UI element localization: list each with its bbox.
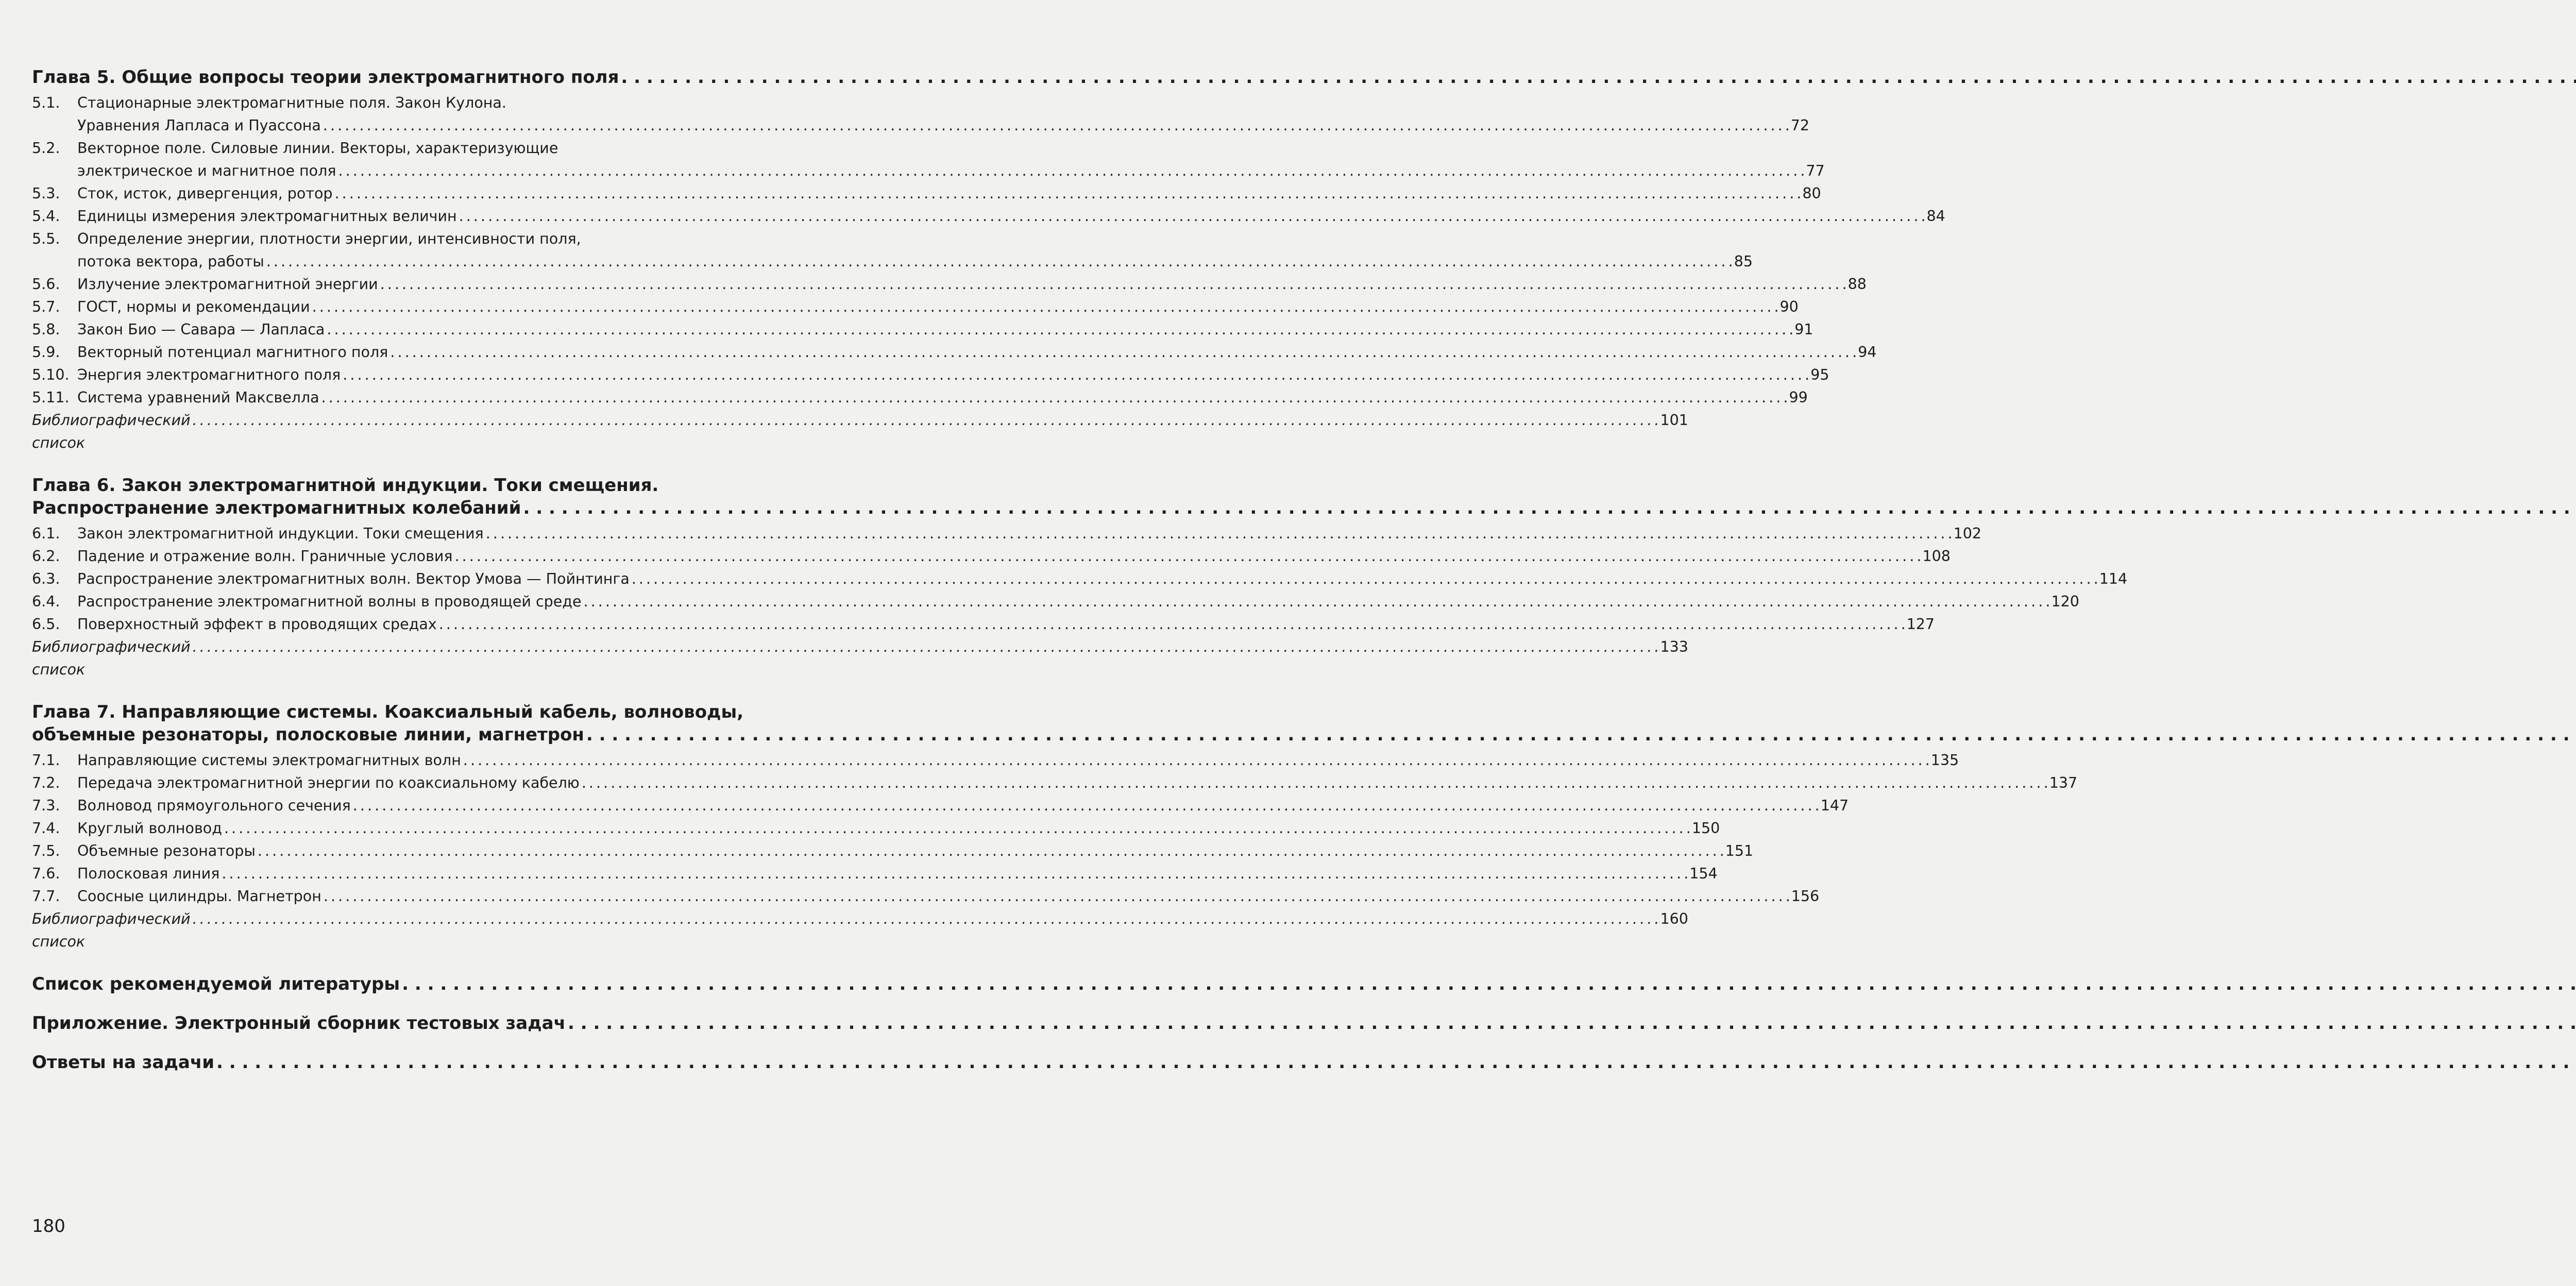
section-body [77, 341, 1877, 364]
dot-leader [523, 497, 2576, 519]
section-page: 90 [1780, 298, 1799, 315]
dot-leader [258, 840, 1723, 862]
section-number: 5.10. [32, 366, 70, 383]
table-of-contents [32, 66, 2128, 1074]
dot-leader [439, 613, 1905, 636]
spacer [32, 681, 728, 701]
section-title: Излучение электромагнитной энергии [77, 276, 378, 293]
bibliography-label: Библиографический список [32, 638, 191, 678]
section-number: 5.7. [32, 298, 60, 315]
dot-leader [323, 114, 1789, 137]
section-page: 99 [1789, 389, 1808, 406]
section-body [77, 590, 2079, 613]
section-line [77, 840, 1753, 862]
chapter-title-line [32, 66, 728, 89]
chapter-heading [32, 66, 728, 89]
section-body [77, 862, 1718, 885]
section-number: 7.5. [32, 842, 60, 859]
section-number: 7.4. [32, 820, 60, 837]
section-line [77, 772, 2077, 794]
section-body [77, 205, 1945, 228]
section-title: Векторное поле. Силовые линии. Векторы, характеризующие [77, 140, 558, 157]
section-line [77, 160, 1825, 182]
extra-heading [32, 973, 728, 995]
section-body [77, 228, 1753, 273]
section-number: 5.1. [32, 94, 60, 111]
dot-leader [390, 341, 1856, 364]
dot-leader [632, 568, 2097, 590]
section-title: Определение энергии, плотности энергии, интенсивности поля, [77, 230, 581, 247]
section-title: Распространение электромагнитной волны в проводящей среде [77, 593, 582, 610]
chapter-title: объемные резонаторы, полосковые линии, магнетрон [32, 724, 584, 745]
dot-leader [459, 205, 1925, 228]
section-number: 6.3. [32, 570, 60, 587]
section-title: Поверхностный эффект в проводящих средах [77, 616, 437, 633]
dot-leader [338, 160, 1804, 182]
section-page: 156 [1791, 888, 1820, 905]
section-page: 80 [1802, 185, 1821, 202]
dot-leader [402, 973, 2576, 995]
section-page: 120 [2051, 593, 2079, 610]
section-number: 5.6. [32, 276, 60, 293]
section-page: 88 [1848, 276, 1867, 293]
dot-leader [312, 296, 1778, 318]
section-body [77, 885, 1819, 908]
toc-entry [32, 228, 1753, 273]
section-page: 150 [1691, 820, 1720, 837]
section-line [77, 341, 1877, 364]
section-body [77, 613, 1935, 636]
toc-entry [32, 590, 2079, 613]
dot-leader [193, 409, 1658, 432]
section-title: Падение и отражение волн. Граничные условия [77, 548, 453, 565]
section-body [77, 273, 1867, 296]
section-line [77, 92, 1809, 114]
section-title: Векторный потенциал магнитного поля [77, 344, 388, 361]
dot-leader [321, 386, 1787, 409]
section-number: 7.3. [32, 797, 60, 814]
section-page: 147 [1820, 797, 1849, 814]
chapter-title: Глава 5. Общие вопросы теории электромагнитного поля [32, 67, 619, 88]
section-title: Сток, исток, дивергенция, ротор [77, 185, 333, 202]
dot-leader [380, 273, 1846, 296]
section-page: 137 [2049, 774, 2078, 791]
dot-leader [193, 636, 1658, 658]
toc-entry [32, 794, 1849, 817]
section-line [77, 205, 1945, 228]
section-page: 84 [1926, 208, 1945, 225]
chapter-title: Глава 6. Закон электромагнитной индукции. Токи смещения. [32, 475, 659, 496]
spacer [32, 454, 728, 474]
section-body [77, 749, 1959, 772]
section-title: Уравнения Лапласа и Пуассона [77, 117, 321, 134]
section-title: Распространение электромагнитных волн. Вектор Умова — Пойнтинга [77, 570, 630, 587]
bibliography-label: Библиографический список [32, 412, 191, 451]
toc-entry [32, 182, 1821, 205]
toc-entry [32, 273, 1867, 296]
section-line [77, 568, 2127, 590]
section-line [77, 885, 1819, 908]
dot-leader [216, 1051, 2576, 1074]
toc-entry [32, 840, 1754, 862]
section-page: 151 [1725, 842, 1754, 859]
spacer [32, 995, 728, 1012]
section-number: 6.5. [32, 616, 60, 633]
section-body [77, 817, 1720, 840]
section-line [77, 273, 1867, 296]
section-line [77, 590, 2079, 613]
section-page: 108 [1922, 548, 1951, 565]
section-title: Энергия электромагнитного поля [77, 366, 341, 383]
section-body [77, 568, 2127, 590]
section-title: Направляющие системы электромагнитных волн [77, 752, 461, 769]
section-line [77, 386, 1808, 409]
section-title: Круглый волновод [77, 820, 222, 837]
section-line [77, 114, 1809, 137]
section-number: 6.1. [32, 525, 60, 542]
section-number: 6.2. [32, 548, 60, 565]
dot-leader [222, 862, 1687, 885]
dot-leader [584, 590, 2049, 613]
section-number: 5.9. [32, 344, 60, 361]
dot-leader [343, 364, 1808, 386]
toc-entry [32, 817, 1720, 840]
section-line [77, 318, 1814, 341]
chapter-title-line [32, 723, 728, 746]
section-body [77, 794, 1849, 817]
section-page: 94 [1858, 344, 1877, 361]
toc-entry [32, 318, 1814, 341]
section-body [77, 386, 1808, 409]
section-line [77, 794, 1849, 817]
chapter-title: Распространение электромагнитных колебаний [32, 498, 521, 518]
toc-entry [32, 545, 1951, 568]
section-body [77, 318, 1814, 341]
extra-title: Приложение. Электронный сборник тестовых задач [32, 1013, 566, 1034]
toc-entry [32, 568, 2128, 590]
toc-entry [32, 613, 1935, 636]
chapter-heading [32, 474, 728, 519]
dot-leader [266, 250, 1732, 273]
dot-leader [621, 66, 2576, 89]
section-title: Передача электромагнитной энергии по коаксиальному кабелю [77, 774, 580, 791]
dot-leader [455, 545, 1921, 568]
section-number: 5.2. [32, 140, 60, 157]
section-page: 114 [2099, 570, 2128, 587]
section-line [77, 228, 1753, 250]
dot-leader [224, 817, 1690, 840]
dot-leader [486, 522, 1952, 545]
section-body [77, 296, 1799, 318]
section-line [77, 296, 1799, 318]
dot-leader [353, 794, 1819, 817]
section-body [77, 92, 1809, 137]
dot-leader [463, 749, 1929, 772]
extra-heading [32, 1012, 728, 1035]
extra-heading [32, 1051, 728, 1074]
toc-entry [32, 386, 1808, 409]
section-body [77, 840, 1753, 862]
dot-leader [327, 318, 1792, 341]
section-number: 5.11. [32, 389, 70, 406]
section-title: потока вектора, работы [77, 253, 264, 270]
section-page: 102 [1953, 525, 1982, 542]
chapter-title-line [32, 701, 744, 723]
section-page: 91 [1794, 321, 1814, 338]
toc-entry [32, 885, 1820, 908]
chapter-title: Глава 7. Направляющие системы. Коаксиальный кабель, волноводы, [32, 702, 744, 722]
bibliography-page: 160 [1660, 910, 1688, 927]
section-title: Закон электромагнитной индукции. Токи смещения [77, 525, 484, 542]
section-page: 85 [1734, 253, 1753, 270]
section-page: 95 [1810, 366, 1829, 383]
section-body [77, 364, 1829, 386]
section-number: 7.7. [32, 888, 60, 905]
extra-title: Ответы на задачи [32, 1052, 215, 1073]
section-page: 127 [1906, 616, 1935, 633]
section-title: Закон Био — Савара — Лапласа [77, 321, 325, 338]
section-line [77, 862, 1718, 885]
bibliography-page: 101 [1660, 412, 1688, 429]
toc-entry [32, 137, 1825, 182]
chapter-heading [32, 701, 744, 746]
section-line [77, 817, 1720, 840]
section-page: 135 [1930, 752, 1959, 769]
toc-entry [32, 296, 1799, 318]
extra-title-line [32, 1051, 728, 1074]
section-body [77, 545, 1951, 568]
chapter-title-line [32, 474, 728, 497]
page-number: 180 [32, 1216, 65, 1237]
bibliography-entry [32, 409, 1688, 454]
toc-entry [32, 341, 1877, 364]
section-line [77, 364, 1829, 386]
section-body [77, 137, 1825, 182]
section-number: 6.4. [32, 593, 60, 610]
section-page: 77 [1806, 162, 1825, 179]
section-title: Волновод прямоугольного сечения [77, 797, 351, 814]
extra-title-line [32, 973, 728, 995]
toc-entry [32, 522, 1982, 545]
bibliography-page: 133 [1660, 638, 1688, 655]
dot-leader [334, 182, 1800, 205]
section-number: 7.2. [32, 774, 60, 791]
section-body [77, 522, 1981, 545]
section-line [77, 250, 1753, 273]
dot-leader [324, 885, 1789, 908]
spacer [32, 953, 728, 973]
section-body [77, 182, 1821, 205]
section-number: 7.1. [32, 752, 60, 769]
dot-leader [582, 772, 2047, 794]
section-line [77, 749, 1959, 772]
toc-entry [32, 364, 1829, 386]
bibliography-label: Библиографический список [32, 910, 191, 950]
section-number: 5.5. [32, 230, 60, 247]
section-title: Стационарные электромагнитные поля. Закон Кулона. [77, 94, 506, 111]
section-line [77, 182, 1821, 205]
spacer [32, 1035, 728, 1051]
dot-leader [586, 723, 2576, 746]
section-title: Единицы измерения электромагнитных величин [77, 208, 457, 225]
dot-leader [568, 1012, 2576, 1035]
toc-entry [32, 92, 1810, 137]
section-title: Полосковая линия [77, 865, 220, 882]
section-line [77, 545, 1951, 568]
section-number: 5.3. [32, 185, 60, 202]
section-body [77, 772, 2077, 794]
section-page: 154 [1689, 865, 1718, 882]
section-title: Объемные резонаторы [77, 842, 256, 859]
extra-title: Список рекомендуемой литературы [32, 974, 400, 994]
section-line [77, 522, 1981, 545]
section-title: Соосные цилиндры. Магнетрон [77, 888, 321, 905]
bibliography-entry [32, 908, 1688, 953]
bibliography-entry [32, 636, 1688, 681]
section-line [77, 613, 1935, 636]
section-number: 5.4. [32, 208, 60, 225]
toc-entry [32, 862, 1718, 885]
toc-entry [32, 772, 2078, 794]
section-number: 5.8. [32, 321, 60, 338]
section-page: 72 [1790, 117, 1810, 134]
dot-leader [193, 908, 1658, 930]
extra-title-line [32, 1012, 728, 1035]
section-title: Система уравнений Максвелла [77, 389, 319, 406]
section-line [77, 137, 1825, 160]
section-title: электрическое и магнитное поля [77, 162, 336, 179]
toc-entry [32, 205, 1945, 228]
section-number: 7.6. [32, 865, 60, 882]
toc-entry [32, 749, 1959, 772]
section-title: ГОСТ, нормы и рекомендации [77, 298, 310, 315]
chapter-title-line [32, 497, 728, 519]
